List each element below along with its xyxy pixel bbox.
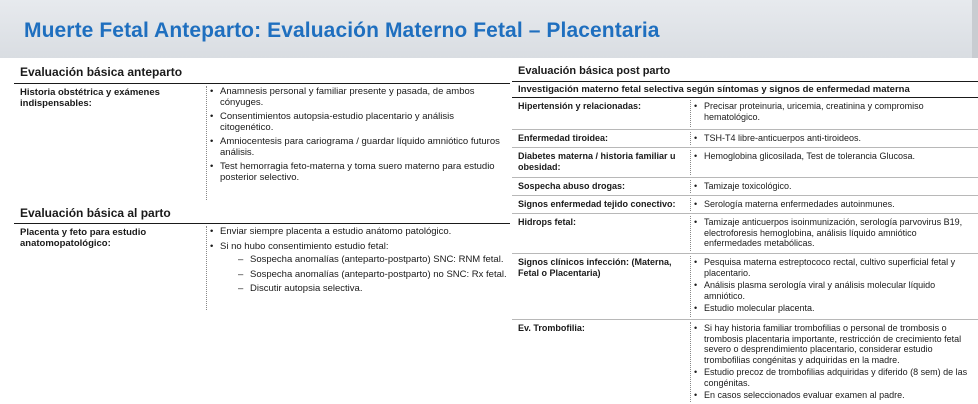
row-label: Ev. Trombofilia: xyxy=(518,323,585,333)
list-item: • Tamizaje anticuerpos isoinmunización, serología parvovirus B19, electroforesis hemoglobina, análisis líquido amniótico enfermedades metabólicas. xyxy=(694,217,974,249)
table-row-diabetes xyxy=(512,148,978,178)
column-divider xyxy=(690,216,691,251)
column-divider xyxy=(690,198,691,211)
list-item: • Precisar proteinuria, uricemia, creatinina y compromiso hematológico. xyxy=(694,101,974,122)
column-divider xyxy=(690,256,691,317)
list-item: • Test hemorragia feto-materna y toma suero materno para estudio posterior selectivo. xyxy=(210,162,504,183)
list-item: • Consentimientos autopsia-estudio placentario y análisis citogenético. xyxy=(210,112,504,133)
list-item: • Amniocentesis para cariograma / guardar líquido amniótico futuros análisis. xyxy=(210,137,504,158)
row-label: Hidrops fetal: xyxy=(518,217,577,227)
scrollbar[interactable] xyxy=(972,0,978,58)
table-row-hipertension xyxy=(512,98,978,130)
bullet-list xyxy=(694,257,974,316)
sub-list-item: – Discutir autopsia selectiva. xyxy=(220,284,514,295)
row-label: Signos clínicos infección: (Materna, Fetal o Placentaria) xyxy=(518,257,672,278)
bullet-list xyxy=(694,133,974,146)
column-divider xyxy=(206,86,207,200)
table-row-historia xyxy=(14,84,510,202)
list-item: • En casos seleccionados evaluar examen al padre. xyxy=(694,390,974,401)
list-item: • Si hay historia familiar trombofilias o personal de trombosis o trombosis placentaria importante, restricción de crecimiento fetal severo o desprendimiento placentario, considerar estudio trombofilias congénitas y adquiridas en la madre. xyxy=(694,323,974,365)
left-panel xyxy=(14,60,510,312)
column-divider xyxy=(690,150,691,175)
list-item: • Pesquisa materna estreptococo rectal, cultivo superficial fetal y placentario. xyxy=(694,257,974,278)
slide-title: Muerte Fetal Anteparto: Evaluación Materno Fetal – Placentaria xyxy=(24,19,660,42)
list-item: • Tamizaje toxicológico. xyxy=(694,181,974,192)
table-row-hidrops xyxy=(512,214,978,254)
column-divider xyxy=(206,226,207,310)
bullet-list xyxy=(694,101,974,124)
bullet-list xyxy=(694,323,974,403)
row-label: Hipertensión y relacionadas: xyxy=(518,101,642,111)
row-label: Placenta y feto para estudio anatomopatológico: xyxy=(20,227,147,249)
sub-list-item: – Sospecha anomalías (anteparto-postparto) no SNC: Rx fetal. xyxy=(220,270,514,281)
list-item-text: Si no hubo consentimiento estudio fetal: xyxy=(220,240,389,252)
row-label: Diabetes materna / historia familiar u obesidad: xyxy=(518,151,676,172)
column-divider xyxy=(690,132,691,145)
list-item: • TSH-T4 libre-anticuerpos anti-tiroideos. xyxy=(694,133,974,144)
right-panel xyxy=(512,58,978,404)
column-divider xyxy=(690,180,691,193)
bullet-list xyxy=(694,181,974,194)
sub-list-item: – Sospecha anomalías (anteparto-postparto) SNC: RNM fetal. xyxy=(220,255,514,266)
table-row-drogas xyxy=(512,178,978,196)
row-label: Signos enfermedad tejido conectivo: xyxy=(518,199,676,209)
table-row-placenta xyxy=(14,224,510,312)
bullet-list xyxy=(210,226,507,299)
list-item: • Estudio molecular placenta. xyxy=(694,303,974,314)
list-item: • Enviar siempre placenta a estudio anátomo patológico. xyxy=(210,227,504,238)
section-subheading: Investigación materno fetal selectiva según síntomas y signos de enfermedad materna xyxy=(512,82,978,98)
bullet-list xyxy=(210,87,504,187)
bullet-list xyxy=(694,151,974,164)
list-item xyxy=(210,240,507,295)
list-item: • Estudio precoz de trombofilias adquiridas y diferido (8 sem) de las congénitas. xyxy=(694,367,974,388)
row-label: Enfermedad tiroidea: xyxy=(518,133,609,143)
table-row-tiroidea xyxy=(512,130,978,148)
slide-header xyxy=(0,0,978,58)
sub-list xyxy=(220,255,514,295)
row-label: Historia obstétrica y exámenes indispensables: xyxy=(20,87,160,109)
list-item: • Hemoglobina glicosilada, Test de tolerancia Glucosa. xyxy=(694,151,974,162)
list-item: • Análisis plasma serología viral y análisis molecular líquido amniótico. xyxy=(694,280,974,301)
column-divider xyxy=(690,100,691,127)
bullet-list xyxy=(694,217,974,251)
row-label: Sospecha abuso drogas: xyxy=(518,181,626,191)
table-row-tejido-conectivo xyxy=(512,196,978,214)
section-heading-parto: Evaluación básica al parto xyxy=(14,202,510,224)
column-divider xyxy=(690,322,691,402)
list-item: • Serología materna enfermedades autoinmunes. xyxy=(694,199,974,210)
bullet-list xyxy=(694,199,974,212)
list-item: • Anamnesis personal y familiar presente y pasada, de ambos cónyuges. xyxy=(210,87,504,108)
table-row-infeccion xyxy=(512,254,978,320)
section-heading-postparto: Evaluación básica post parto xyxy=(512,60,978,82)
table-row-trombofilia xyxy=(512,320,978,404)
section-heading-anteparto: Evaluación básica anteparto xyxy=(14,60,510,84)
